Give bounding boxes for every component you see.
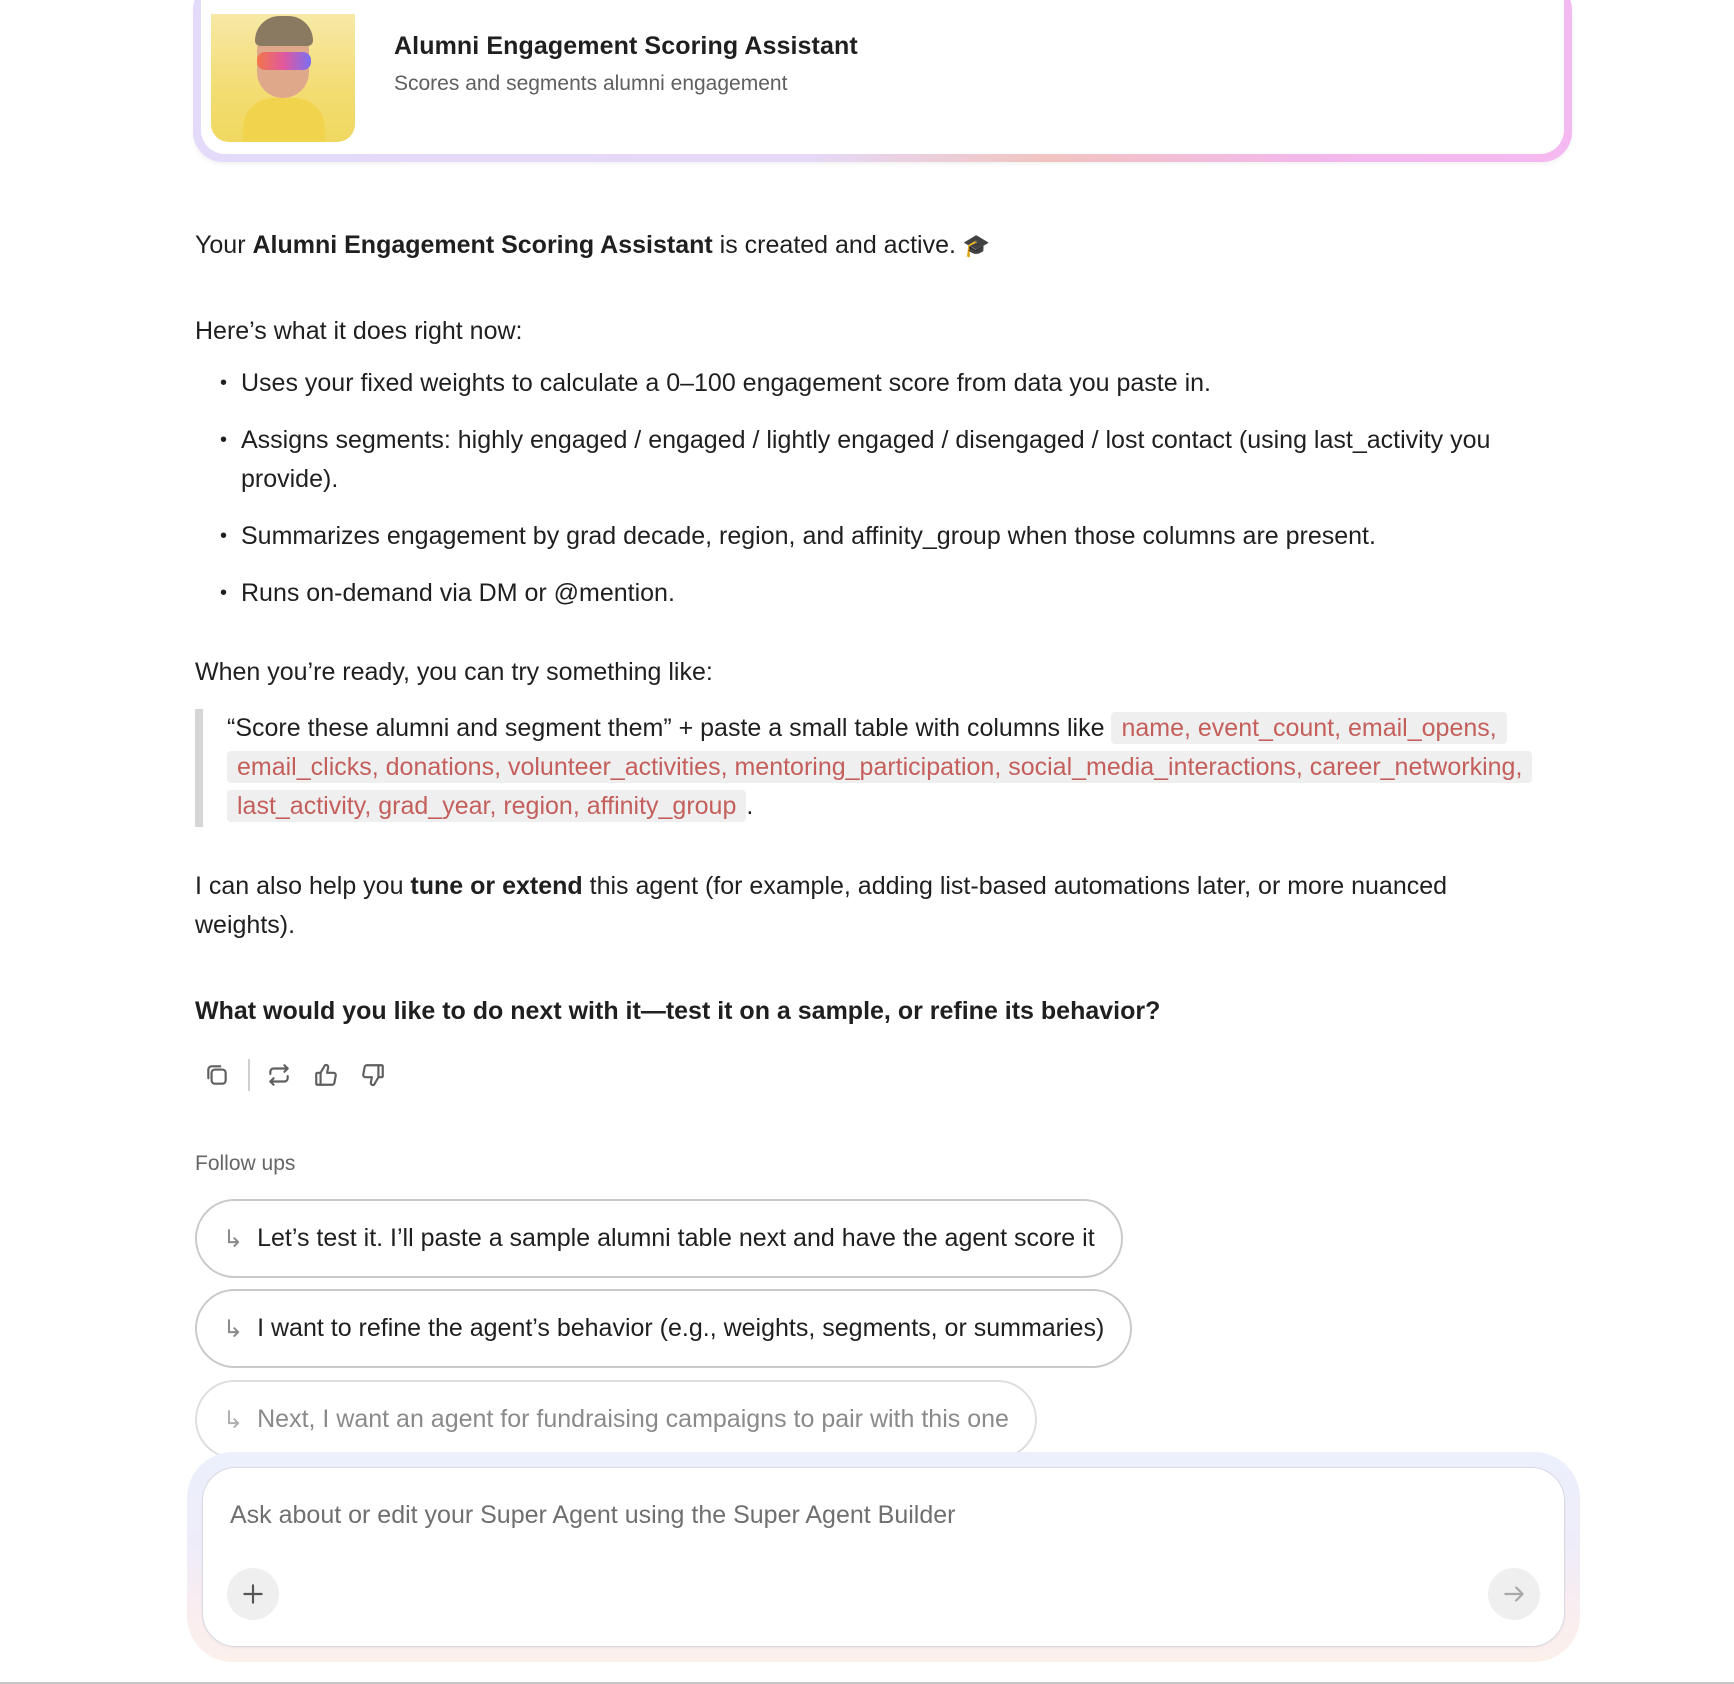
agent-title: Alumni Engagement Scoring Assistant	[394, 32, 858, 60]
agent-card-body	[201, 0, 1564, 154]
copy-icon	[204, 1062, 230, 1088]
extend-bold: tune or extend	[410, 872, 583, 900]
reply-arrow-icon: ↳	[223, 1405, 244, 1434]
intro-prefix: Your	[195, 231, 253, 259]
thumbs-down-icon	[360, 1062, 386, 1088]
extend-suffix: this agent (for example, adding list-based automations later, or more nuanced weights).	[195, 872, 1448, 939]
avatar-mask-shape	[257, 52, 311, 70]
try-lead: When you’re ready, you can try something like:	[195, 658, 713, 686]
followup-refine-behavior[interactable]	[195, 1289, 1132, 1368]
followups-label: Follow ups	[195, 1152, 296, 1175]
followup-label: Next, I want an agent for fundraising campaigns to pair with this one	[257, 1405, 1009, 1433]
copy-button[interactable]	[200, 1058, 234, 1092]
intro-agent-name: Alumni Engagement Scoring Assistant	[252, 231, 713, 259]
followup-label: Let’s test it. I’ll paste a sample alumni table next and have the agent score it	[257, 1224, 1095, 1252]
capabilities-list	[220, 364, 1540, 631]
quote-text: “Score these alumni and segment them” + paste a small table with columns like	[227, 714, 1112, 742]
retry-button[interactable]	[262, 1058, 296, 1092]
actions-divider	[248, 1059, 250, 1091]
reply-arrow-icon: ↳	[223, 1314, 244, 1343]
plus-icon	[240, 1581, 266, 1607]
example-prompt-quote	[195, 709, 1555, 827]
followup-label: I want to refine the agent’s behavior (e.g., weights, segments, or summaries)	[257, 1314, 1105, 1342]
capability-item: • Assigns segments: highly engaged / engaged / lightly engaged / disengaged / lost contact (using last_activity you provide).	[220, 421, 1540, 499]
avatar-hair-shape	[255, 16, 313, 46]
retry-icon	[266, 1062, 292, 1088]
agent-avatar	[211, 14, 355, 142]
graduation-cap-icon: 🎓	[962, 234, 991, 259]
thumbs-down-button[interactable]	[356, 1058, 390, 1092]
quote-end: .	[746, 792, 754, 820]
intro-suffix: is created and active.	[712, 231, 963, 259]
composer	[202, 1467, 1565, 1647]
thumbs-up-icon	[313, 1062, 339, 1088]
capability-item: • Summarizes engagement by grad decade, region, and affinity_group when those columns are present.	[220, 517, 1540, 556]
capability-item: • Runs on-demand via DM or @mention.	[220, 574, 1540, 613]
followup-fundraising-agent[interactable]	[195, 1380, 1037, 1459]
followup-test-sample[interactable]	[195, 1199, 1123, 1278]
column-list-code: name, event_count, email_opens, email_clicks, donations, volunteer_activities, mentoring_participation, social_media_interactions, career_networking, last_activity, grad_year, region, affinity_group	[227, 712, 1532, 822]
capability-item: • Uses your fixed weights to calculate a 0–100 engagement score from data you paste in.	[220, 364, 1540, 403]
send-button[interactable]	[1488, 1568, 1540, 1620]
extend-paragraph	[195, 867, 1515, 945]
thumbs-up-button[interactable]	[309, 1058, 343, 1092]
message-input[interactable]	[230, 1498, 1530, 1532]
message-actions	[200, 1058, 390, 1092]
intro-paragraph	[195, 226, 1535, 266]
add-attachment-button[interactable]	[227, 1568, 279, 1620]
avatar-body-shape	[243, 98, 325, 142]
next-step-question: What would you like to do next with it—test it on a sample, or refine its behavior?	[195, 997, 1161, 1025]
capabilities-lead: Here’s what it does right now:	[195, 317, 523, 345]
reply-arrow-icon: ↳	[223, 1224, 244, 1253]
extend-prefix: I can also help you	[195, 872, 411, 900]
arrow-right-icon	[1501, 1581, 1527, 1607]
agent-subtitle: Scores and segments alumni engagement	[394, 72, 788, 95]
agent-card	[193, 0, 1572, 162]
